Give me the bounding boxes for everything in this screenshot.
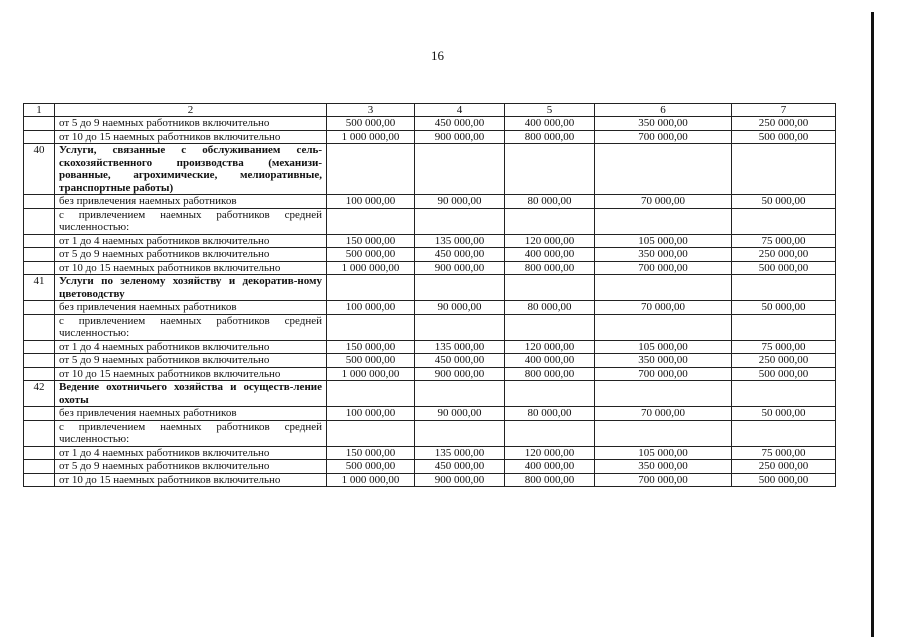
empty-cell (595, 420, 732, 446)
amount-cell: 900 000,00 (415, 130, 505, 144)
empty-cell (505, 420, 595, 446)
empty-cell (415, 314, 505, 340)
amount-cell: 800 000,00 (505, 367, 595, 381)
row-description: от 5 до 9 наемных работников включительно (55, 460, 327, 474)
row-description: с привлечением наемных работников средней численностью: (55, 208, 327, 234)
subheading-row (24, 420, 836, 446)
empty-cell (415, 275, 505, 301)
empty-cell (24, 261, 55, 275)
amount-cell: 900 000,00 (415, 261, 505, 275)
row-description: с привлечением наемных работников средней численностью: (55, 314, 327, 340)
section-title: Услуги, связанные с обслуживанием сель-скохозяйственного производства (механизи-рованные, агрохимические, мелиоративные, транспортные работы) (55, 144, 327, 195)
subheading-row (24, 208, 836, 234)
row-description: без привлечения наемных работников (55, 407, 327, 421)
empty-cell (24, 248, 55, 262)
empty-cell (327, 381, 415, 407)
empty-cell (505, 144, 595, 195)
row-description: от 10 до 15 наемных работников включительно (55, 473, 327, 487)
amount-cell: 250 000,00 (732, 354, 836, 368)
amount-cell: 800 000,00 (505, 261, 595, 275)
amount-cell: 500 000,00 (327, 117, 415, 131)
amount-cell: 80 000,00 (505, 407, 595, 421)
amount-cell: 450 000,00 (415, 460, 505, 474)
empty-cell (732, 420, 836, 446)
empty-cell (24, 130, 55, 144)
amount-cell: 150 000,00 (327, 340, 415, 354)
amount-cell: 350 000,00 (595, 117, 732, 131)
amount-cell: 150 000,00 (327, 234, 415, 248)
empty-cell (327, 208, 415, 234)
amount-cell: 700 000,00 (595, 261, 732, 275)
amount-cell: 500 000,00 (327, 460, 415, 474)
amount-cell: 700 000,00 (595, 473, 732, 487)
empty-cell (732, 381, 836, 407)
amount-cell: 120 000,00 (505, 234, 595, 248)
amount-cell: 400 000,00 (505, 354, 595, 368)
empty-cell (327, 275, 415, 301)
table-body (24, 104, 836, 487)
subheading-row (24, 314, 836, 340)
amount-cell: 80 000,00 (505, 195, 595, 209)
column-number: 3 (327, 104, 415, 117)
amount-cell: 105 000,00 (595, 340, 732, 354)
row-description: от 10 до 15 наемных работников включительно (55, 367, 327, 381)
column-number: 4 (415, 104, 505, 117)
amount-cell: 135 000,00 (415, 446, 505, 460)
column-number: 7 (732, 104, 836, 117)
amount-cell: 80 000,00 (505, 301, 595, 315)
empty-cell (327, 314, 415, 340)
section-number: 42 (24, 381, 55, 407)
empty-cell (415, 208, 505, 234)
column-number: 1 (24, 104, 55, 117)
column-number: 6 (595, 104, 732, 117)
empty-cell (24, 354, 55, 368)
tax-rate-table (23, 103, 836, 487)
amount-cell: 400 000,00 (505, 248, 595, 262)
empty-cell (24, 301, 55, 315)
row-description: от 10 до 15 наемных работников включительно (55, 261, 327, 275)
table-row (24, 261, 836, 275)
amount-cell: 250 000,00 (732, 460, 836, 474)
amount-cell: 1 000 000,00 (327, 261, 415, 275)
empty-cell (24, 234, 55, 248)
empty-cell (595, 275, 732, 301)
amount-cell: 75 000,00 (732, 446, 836, 460)
table-row (24, 446, 836, 460)
amount-cell: 350 000,00 (595, 248, 732, 262)
empty-cell (505, 208, 595, 234)
row-description: от 10 до 15 наемных работников включительно (55, 130, 327, 144)
empty-cell (24, 460, 55, 474)
amount-cell: 120 000,00 (505, 446, 595, 460)
page-edge-line (871, 12, 874, 637)
empty-cell (732, 144, 836, 195)
amount-cell: 135 000,00 (415, 340, 505, 354)
amount-cell: 100 000,00 (327, 407, 415, 421)
empty-cell (327, 420, 415, 446)
empty-cell (24, 314, 55, 340)
row-description: без привлечения наемных работников (55, 195, 327, 209)
amount-cell: 450 000,00 (415, 354, 505, 368)
empty-cell (415, 420, 505, 446)
empty-cell (24, 446, 55, 460)
amount-cell: 500 000,00 (732, 473, 836, 487)
empty-cell (732, 275, 836, 301)
amount-cell: 150 000,00 (327, 446, 415, 460)
table-row (24, 340, 836, 354)
section-row (24, 381, 836, 407)
amount-cell: 800 000,00 (505, 473, 595, 487)
amount-cell: 400 000,00 (505, 460, 595, 474)
section-title: Ведение охотничьего хозяйства и осуществ-ление охоты (55, 381, 327, 407)
table-row (24, 248, 836, 262)
row-description: от 5 до 9 наемных работников включительно (55, 354, 327, 368)
page-number: 16 (431, 48, 444, 63)
empty-cell (24, 407, 55, 421)
empty-cell (415, 381, 505, 407)
row-description: с привлечением наемных работников средней численностью: (55, 420, 327, 446)
amount-cell: 250 000,00 (732, 248, 836, 262)
empty-cell (732, 314, 836, 340)
row-description: от 5 до 9 наемных работников включительно (55, 117, 327, 131)
amount-cell: 900 000,00 (415, 367, 505, 381)
empty-cell (24, 367, 55, 381)
amount-cell: 450 000,00 (415, 117, 505, 131)
amount-cell: 1 000 000,00 (327, 367, 415, 381)
row-description: от 1 до 4 наемных работников включительно (55, 446, 327, 460)
table-row (24, 117, 836, 131)
amount-cell: 105 000,00 (595, 234, 732, 248)
empty-cell (595, 208, 732, 234)
row-description: от 1 до 4 наемных работников включительно (55, 340, 327, 354)
amount-cell: 70 000,00 (595, 195, 732, 209)
section-number: 41 (24, 275, 55, 301)
table-row (24, 195, 836, 209)
table-row (24, 460, 836, 474)
amount-cell: 75 000,00 (732, 234, 836, 248)
amount-cell: 1 000 000,00 (327, 130, 415, 144)
amount-cell: 70 000,00 (595, 301, 732, 315)
amount-cell: 500 000,00 (732, 367, 836, 381)
empty-cell (24, 117, 55, 131)
amount-cell: 400 000,00 (505, 117, 595, 131)
amount-cell: 90 000,00 (415, 407, 505, 421)
amount-cell: 135 000,00 (415, 234, 505, 248)
empty-cell (327, 144, 415, 195)
empty-cell (24, 340, 55, 354)
table-row (24, 407, 836, 421)
amount-cell: 50 000,00 (732, 301, 836, 315)
empty-cell (24, 208, 55, 234)
amount-cell: 90 000,00 (415, 301, 505, 315)
empty-cell (415, 144, 505, 195)
amount-cell: 800 000,00 (505, 130, 595, 144)
amount-cell: 350 000,00 (595, 460, 732, 474)
table-row (24, 301, 836, 315)
amount-cell: 500 000,00 (327, 248, 415, 262)
empty-cell (595, 381, 732, 407)
section-number: 40 (24, 144, 55, 195)
amount-cell: 120 000,00 (505, 340, 595, 354)
empty-cell (505, 381, 595, 407)
amount-cell: 900 000,00 (415, 473, 505, 487)
empty-cell (595, 314, 732, 340)
amount-cell: 100 000,00 (327, 301, 415, 315)
amount-cell: 500 000,00 (732, 130, 836, 144)
section-row (24, 144, 836, 195)
column-number: 2 (55, 104, 327, 117)
column-number: 5 (505, 104, 595, 117)
amount-cell: 700 000,00 (595, 367, 732, 381)
table-row (24, 367, 836, 381)
table-row (24, 234, 836, 248)
empty-cell (732, 208, 836, 234)
row-description: от 5 до 9 наемных работников включительно (55, 248, 327, 262)
amount-cell: 500 000,00 (327, 354, 415, 368)
amount-cell: 1 000 000,00 (327, 473, 415, 487)
section-title: Услуги по зеленому хозяйству и декоратив-ному цветоводству (55, 275, 327, 301)
column-number-row (24, 104, 836, 117)
amount-cell: 100 000,00 (327, 195, 415, 209)
table-row (24, 130, 836, 144)
amount-cell: 350 000,00 (595, 354, 732, 368)
amount-cell: 50 000,00 (732, 407, 836, 421)
amount-cell: 70 000,00 (595, 407, 732, 421)
amount-cell: 250 000,00 (732, 117, 836, 131)
amount-cell: 500 000,00 (732, 261, 836, 275)
row-description: от 1 до 4 наемных работников включительно (55, 234, 327, 248)
empty-cell (24, 473, 55, 487)
amount-cell: 105 000,00 (595, 446, 732, 460)
amount-cell: 90 000,00 (415, 195, 505, 209)
row-description: без привлечения наемных работников (55, 301, 327, 315)
empty-cell (505, 314, 595, 340)
empty-cell (505, 275, 595, 301)
table-row (24, 473, 836, 487)
section-row (24, 275, 836, 301)
amount-cell: 700 000,00 (595, 130, 732, 144)
empty-cell (24, 195, 55, 209)
empty-cell (595, 144, 732, 195)
empty-cell (24, 420, 55, 446)
amount-cell: 75 000,00 (732, 340, 836, 354)
amount-cell: 450 000,00 (415, 248, 505, 262)
table-row (24, 354, 836, 368)
amount-cell: 50 000,00 (732, 195, 836, 209)
